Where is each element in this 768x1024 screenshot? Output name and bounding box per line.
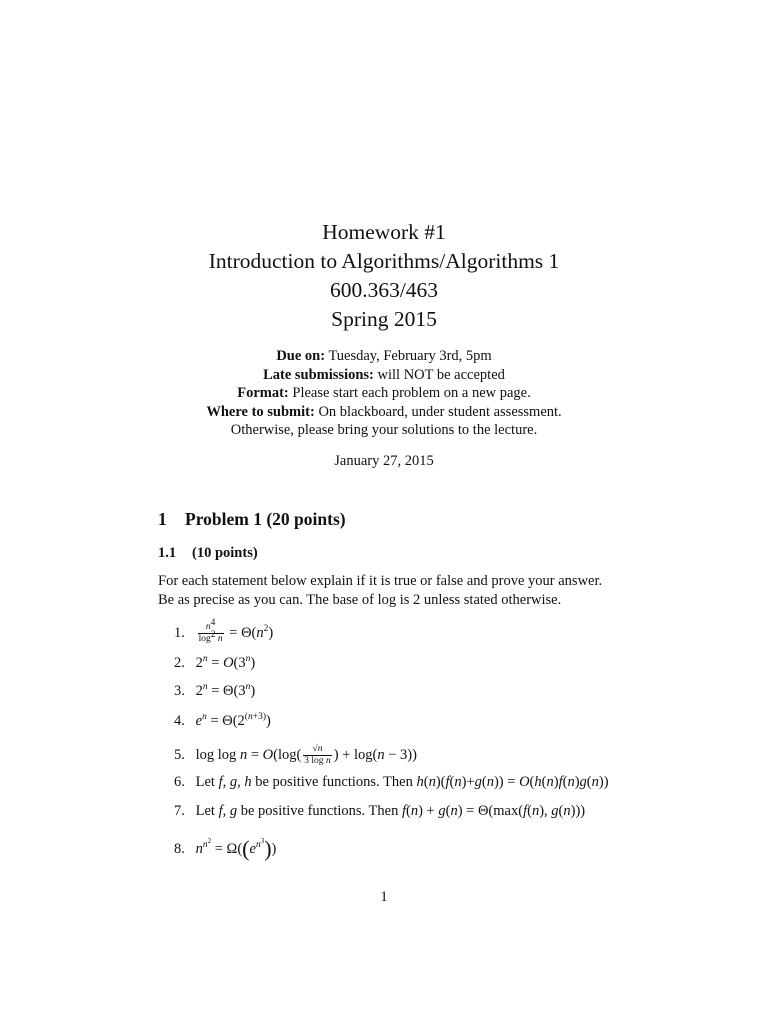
item-text: Let — [195, 803, 219, 819]
homework-title: Homework #1 — [322, 220, 446, 244]
format-value: Please start each problem on a new page. — [292, 385, 531, 402]
item-number: 6. — [174, 774, 185, 790]
item-number: 1. — [174, 624, 185, 641]
late-line — [0, 366, 768, 385]
item-text: Let — [195, 774, 219, 790]
intro-text: For each statement below explain if it is true or false and prove your answer. Be as precise as you can. The base of — [158, 573, 603, 608]
late-value: will NOT be accepted — [377, 366, 505, 383]
where-value: On blackboard, under student assessment. — [318, 403, 562, 420]
otherwise-line: Otherwise, please bring your solutions to the lecture. — [230, 422, 538, 439]
item-variables: f, g, h — [218, 774, 252, 790]
page-number: 1 — [380, 889, 388, 905]
list-item — [174, 713, 271, 730]
statement-formula: $n^{n^2} = \Omega((e^{n^3}))$ — [195, 836, 277, 861]
document-date: January 27, 2015 — [334, 453, 434, 469]
item-number: 4. — [174, 713, 185, 729]
course-title: Introduction to Algorithms/Algorithms 1 — [208, 249, 560, 273]
term: Spring 2015 — [331, 307, 437, 331]
instructions-paragraph — [158, 572, 613, 610]
subsection-heading — [158, 545, 258, 562]
item-text: be positive functions. Then — [251, 774, 417, 790]
list-item — [174, 774, 609, 791]
list-item — [174, 617, 274, 645]
item-number: 8. — [174, 841, 185, 857]
section-title: Problem 1 (20 points) — [185, 509, 346, 529]
format-label: Format: — [237, 385, 289, 402]
statement-formula: $\frac{n^4}{\log^2 n}$ = $\Theta(n^2)$ — [198, 617, 274, 644]
due-label: Due on: — [276, 348, 326, 364]
item-number: 7. — [174, 803, 185, 819]
statement-formula: $2^n = O(3^n)$ — [195, 654, 256, 671]
intro-text-3: unless stated otherwise. — [420, 592, 562, 608]
due-value: Tuesday, February 3rd, 5pm — [328, 348, 492, 364]
title-block — [0, 218, 768, 334]
course-number: 600.363/463 — [329, 278, 439, 302]
list-item — [174, 836, 276, 862]
item-number: 2. — [174, 655, 185, 671]
item-number: 3. — [174, 683, 185, 699]
log-base: 2 — [413, 592, 421, 608]
item-text: be positive functions. Then — [237, 803, 402, 819]
item-number: 5. — [174, 746, 185, 763]
list-item — [174, 803, 585, 820]
list-item — [174, 655, 255, 672]
format-line — [0, 384, 768, 403]
item-variables: f, g — [218, 803, 238, 819]
late-label: Late submissions: — [263, 366, 374, 383]
where-line — [0, 403, 768, 422]
statement-formula: log log n = O(log( $\frac{√n}{\text{3 log n}}$ ) + log(n − 3)) — [195, 744, 417, 766]
statement-formula: f(n) + g(n) = Θ(max(f(n), g(n))) — [401, 803, 586, 819]
section-number: 1 — [158, 509, 167, 529]
statement-formula: $2^n = \Theta(3^n)$ — [195, 682, 256, 699]
due-line — [0, 347, 768, 366]
subsection-number: 1.1 — [158, 545, 177, 561]
statement-formula: $e^n = \Theta(2^{(n+3)})$ — [195, 712, 271, 729]
section-heading — [158, 509, 346, 530]
list-item — [174, 744, 417, 767]
log-symbol: log — [377, 592, 397, 608]
where-label: Where to submit: — [206, 403, 315, 420]
intro-text-2: is — [396, 592, 414, 608]
statement-formula: h(n)(f(n)+g(n)) = O(h(n)f(n)g(n)) — [416, 774, 609, 790]
submission-info — [0, 347, 768, 440]
list-item — [174, 683, 255, 700]
subsection-title: (10 points) — [192, 545, 258, 561]
